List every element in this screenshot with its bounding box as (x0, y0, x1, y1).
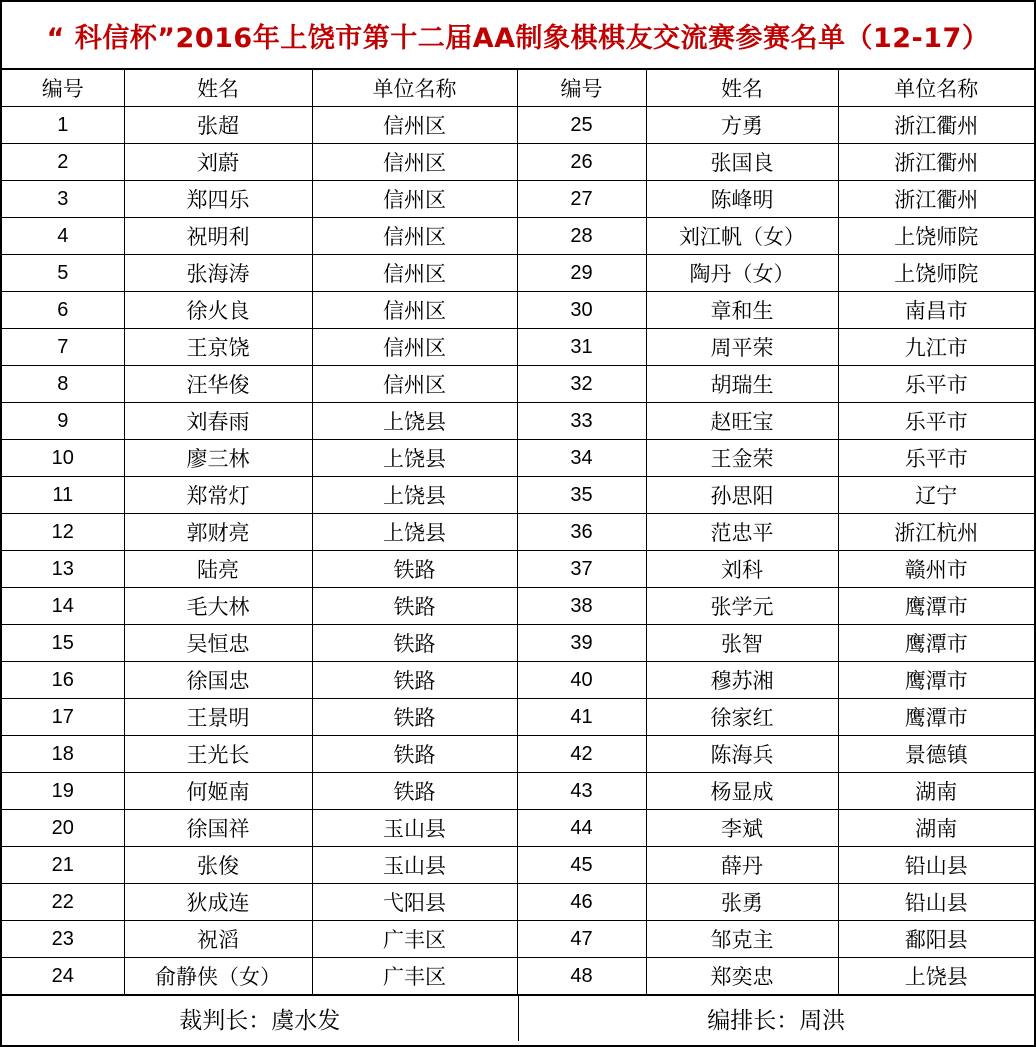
cell-number: 12 (2, 514, 124, 551)
cell-unit: 浙江衢州 (838, 107, 1034, 144)
table-row (2, 588, 1034, 625)
cell-unit: 上饶县 (312, 403, 517, 440)
arranger-label: 编排长：周洪 (707, 1008, 846, 1034)
table-row (2, 810, 1034, 847)
cell-name: 王京饶 (124, 329, 312, 366)
chief-referee-label: 裁判长：虞水发 (2, 996, 519, 1041)
cell-number: 13 (2, 551, 124, 588)
cell-number: 44 (517, 810, 646, 847)
cell-number: 46 (517, 884, 646, 921)
cell-name: 狄成连 (124, 884, 312, 921)
cell-unit: 上饶师院 (838, 218, 1034, 255)
cell-name: 徐火良 (124, 292, 312, 329)
cell-unit: 信州区 (312, 292, 517, 329)
cell-name: 张勇 (646, 884, 838, 921)
cell-unit: 乐平市 (838, 403, 1034, 440)
cell-number: 26 (517, 144, 646, 181)
cell-name: 张俊 (124, 847, 312, 884)
cell-name: 范忠平 (646, 514, 838, 551)
cell-unit: 辽宁 (838, 477, 1034, 514)
cell-unit: 铁路 (312, 662, 517, 699)
cell-number: 33 (517, 403, 646, 440)
cell-name: 郑四乐 (124, 181, 312, 218)
roster-table (2, 70, 1034, 995)
cell-unit: 湖南 (838, 773, 1034, 810)
cell-unit: 玉山县 (312, 810, 517, 847)
cell-unit: 铅山县 (838, 884, 1034, 921)
cell-unit: 玉山县 (312, 847, 517, 884)
cell-name: 郑奕忠 (646, 958, 838, 995)
cell-unit: 信州区 (312, 181, 517, 218)
cell-number: 42 (517, 736, 646, 773)
cell-unit: 信州区 (312, 144, 517, 181)
header-cell-name: 姓名 (124, 70, 312, 107)
cell-unit: 景德镇 (838, 736, 1034, 773)
table-row (2, 514, 1034, 551)
cell-number: 16 (2, 662, 124, 699)
header-cell-number: 编号 (517, 70, 646, 107)
cell-number: 47 (517, 921, 646, 958)
header-cell-name: 姓名 (646, 70, 838, 107)
table-row (2, 847, 1034, 884)
cell-unit: 铁路 (312, 773, 517, 810)
cell-number: 38 (517, 588, 646, 625)
cell-name: 薛丹 (646, 847, 838, 884)
cell-number: 11 (2, 477, 124, 514)
cell-name: 毛大林 (124, 588, 312, 625)
cell-number: 30 (517, 292, 646, 329)
cell-unit: 弋阳县 (312, 884, 517, 921)
cell-unit: 广丰区 (312, 921, 517, 958)
table-row (2, 921, 1034, 958)
cell-unit: 铁路 (312, 551, 517, 588)
cell-number: 31 (517, 329, 646, 366)
cell-unit: 铁路 (312, 699, 517, 736)
cell-name: 郭财亮 (124, 514, 312, 551)
cell-number: 4 (2, 218, 124, 255)
table-row (2, 662, 1034, 699)
cell-name: 陆亮 (124, 551, 312, 588)
table-row (2, 181, 1034, 218)
cell-name: 汪华俊 (124, 366, 312, 403)
cell-name: 张国良 (646, 144, 838, 181)
cell-unit: 铅山县 (838, 847, 1034, 884)
table-row (2, 329, 1034, 366)
cell-name: 陈海兵 (646, 736, 838, 773)
cell-name: 张超 (124, 107, 312, 144)
cell-unit: 赣州市 (838, 551, 1034, 588)
cell-number: 18 (2, 736, 124, 773)
cell-name: 吴恒忠 (124, 625, 312, 662)
cell-name: 王光长 (124, 736, 312, 773)
cell-unit: 鹰潭市 (838, 662, 1034, 699)
cell-name: 张海涛 (124, 255, 312, 292)
cell-unit: 鄱阳县 (838, 921, 1034, 958)
cell-number: 21 (2, 847, 124, 884)
cell-name: 王景明 (124, 699, 312, 736)
header-cell-unit: 单位名称 (838, 70, 1034, 107)
table-row (2, 958, 1034, 995)
cell-unit: 信州区 (312, 218, 517, 255)
table-row (2, 403, 1034, 440)
cell-number: 34 (517, 440, 646, 477)
cell-unit: 鹰潭市 (838, 625, 1034, 662)
cell-number: 48 (517, 958, 646, 995)
cell-number: 39 (517, 625, 646, 662)
cell-name: 穆苏湘 (646, 662, 838, 699)
cell-number: 22 (2, 884, 124, 921)
cell-name: 俞静侠（女） (124, 958, 312, 995)
cell-unit: 乐平市 (838, 440, 1034, 477)
cell-name: 邹克主 (646, 921, 838, 958)
header-cell-unit: 单位名称 (312, 70, 517, 107)
cell-number: 36 (517, 514, 646, 551)
table-row (2, 773, 1034, 810)
cell-unit: 铁路 (312, 625, 517, 662)
table-row (2, 218, 1034, 255)
table-row (2, 366, 1034, 403)
cell-name: 张学元 (646, 588, 838, 625)
cell-unit: 上饶县 (312, 440, 517, 477)
cell-name: 周平荣 (646, 329, 838, 366)
cell-number: 25 (517, 107, 646, 144)
cell-name: 祝明利 (124, 218, 312, 255)
cell-name: 王金荣 (646, 440, 838, 477)
cell-name: 方勇 (646, 107, 838, 144)
footer (2, 995, 1034, 1041)
cell-number: 28 (517, 218, 646, 255)
cell-unit: 信州区 (312, 255, 517, 292)
cell-unit: 鹰潭市 (838, 588, 1034, 625)
table-row (2, 255, 1034, 292)
table-row (2, 144, 1034, 181)
page-title: “ 科信杯”2016年上饶市第十二届AA制象棋棋友交流赛参赛名单（12-17） (2, 2, 1034, 70)
table-row (2, 551, 1034, 588)
cell-number: 17 (2, 699, 124, 736)
cell-unit: 上饶县 (312, 477, 517, 514)
cell-number: 23 (2, 921, 124, 958)
cell-unit: 浙江衢州 (838, 144, 1034, 181)
table-row (2, 884, 1034, 921)
table-row (2, 699, 1034, 736)
cell-number: 2 (2, 144, 124, 181)
cell-number: 14 (2, 588, 124, 625)
cell-number: 19 (2, 773, 124, 810)
cell-name: 刘江帆（女） (646, 218, 838, 255)
table-row (2, 107, 1034, 144)
cell-number: 43 (517, 773, 646, 810)
cell-unit: 上饶师院 (838, 255, 1034, 292)
cell-unit: 信州区 (312, 107, 517, 144)
cell-unit: 广丰区 (312, 958, 517, 995)
cell-unit: 浙江衢州 (838, 181, 1034, 218)
cell-name: 陈峰明 (646, 181, 838, 218)
cell-unit: 铁路 (312, 588, 517, 625)
cell-unit: 信州区 (312, 366, 517, 403)
table-row (2, 625, 1034, 662)
cell-number: 8 (2, 366, 124, 403)
cell-name: 徐国祥 (124, 810, 312, 847)
cell-number: 40 (517, 662, 646, 699)
cell-name: 杨显成 (646, 773, 838, 810)
cell-number: 41 (517, 699, 646, 736)
cell-number: 7 (2, 329, 124, 366)
cell-name: 赵旺宝 (646, 403, 838, 440)
cell-name: 陶丹（女） (646, 255, 838, 292)
cell-name: 何姬南 (124, 773, 312, 810)
cell-number: 35 (517, 477, 646, 514)
cell-name: 张智 (646, 625, 838, 662)
cell-number: 3 (2, 181, 124, 218)
cell-number: 37 (517, 551, 646, 588)
table-row (2, 477, 1034, 514)
cell-number: 32 (517, 366, 646, 403)
header-row (2, 70, 1034, 107)
table-row (2, 292, 1034, 329)
cell-unit: 乐平市 (838, 366, 1034, 403)
cell-unit: 信州区 (312, 329, 517, 366)
header-cell-number: 编号 (2, 70, 124, 107)
cell-unit: 湖南 (838, 810, 1034, 847)
cell-name: 李斌 (646, 810, 838, 847)
cell-name: 郑常灯 (124, 477, 312, 514)
cell-unit: 鹰潭市 (838, 699, 1034, 736)
cell-name: 刘春雨 (124, 403, 312, 440)
roster-body (2, 107, 1034, 995)
table-row (2, 440, 1034, 477)
cell-name: 孙思阳 (646, 477, 838, 514)
cell-name: 徐家红 (646, 699, 838, 736)
cell-number: 45 (517, 847, 646, 884)
cell-name: 刘蔚 (124, 144, 312, 181)
cell-number: 29 (517, 255, 646, 292)
table-row (2, 736, 1034, 773)
cell-number: 20 (2, 810, 124, 847)
cell-unit: 南昌市 (838, 292, 1034, 329)
cell-name: 胡瑞生 (646, 366, 838, 403)
cell-unit: 上饶县 (312, 514, 517, 551)
cell-number: 6 (2, 292, 124, 329)
cell-name: 祝滔 (124, 921, 312, 958)
cell-unit: 上饶县 (838, 958, 1034, 995)
cell-name: 刘科 (646, 551, 838, 588)
cell-name: 廖三林 (124, 440, 312, 477)
cell-unit: 浙江杭州 (838, 514, 1034, 551)
cell-number: 24 (2, 958, 124, 995)
cell-number: 1 (2, 107, 124, 144)
cell-unit: 九江市 (838, 329, 1034, 366)
cell-number: 15 (2, 625, 124, 662)
cell-name: 章和生 (646, 292, 838, 329)
cell-number: 5 (2, 255, 124, 292)
cell-unit: 铁路 (312, 736, 517, 773)
cell-number: 10 (2, 440, 124, 477)
cell-number: 27 (517, 181, 646, 218)
cell-name: 徐国忠 (124, 662, 312, 699)
cell-number: 9 (2, 403, 124, 440)
